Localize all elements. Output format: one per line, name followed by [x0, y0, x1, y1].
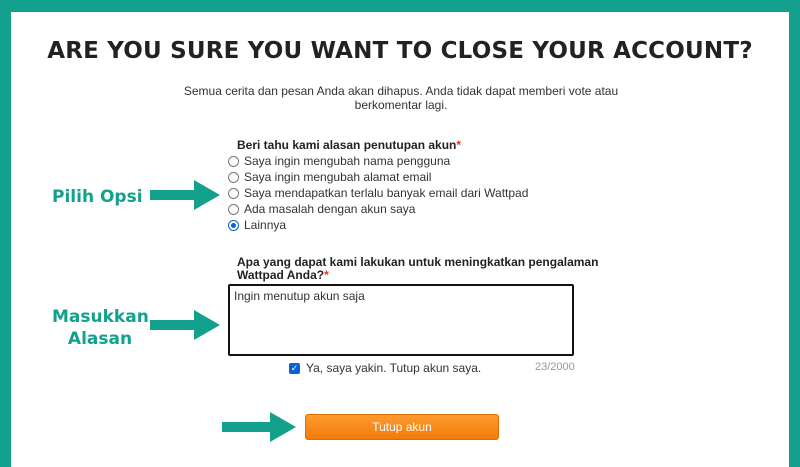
confirm-row[interactable] [289, 361, 481, 375]
reason-option-label: Saya ingin mengubah alamat email [244, 170, 432, 184]
radio-button-selected[interactable] [228, 220, 239, 231]
reason-option-username[interactable] [228, 153, 528, 169]
character-counter: 23/2000 [535, 361, 575, 373]
improve-label-text: Apa yang dapat kami lakukan untuk meningkatkan pengalaman Wattpad Anda? [237, 255, 599, 282]
reason-option-label: Saya ingin mengubah nama pengguna [244, 154, 451, 168]
confirm-checkbox[interactable]: ✓ [290, 362, 299, 373]
close-account-panel [11, 12, 789, 467]
reason-option-label: Lainnya [244, 218, 287, 232]
radio-button[interactable] [228, 204, 239, 215]
radio-button[interactable] [228, 156, 239, 167]
reason-option-account-problem[interactable] [228, 201, 528, 217]
arrow-right-icon [150, 180, 220, 210]
close-account-button[interactable]: Tutup akun [305, 414, 499, 440]
radio-button[interactable] [228, 172, 239, 183]
annotation-enter-reason-line2: Alasan [67, 329, 133, 349]
improve-label [237, 256, 607, 282]
arrow-right-icon [222, 412, 296, 442]
reason-options [228, 153, 528, 233]
reason-option-other[interactable] [228, 217, 528, 233]
improve-textarea[interactable]: Ingin menutup akun saja [228, 284, 574, 356]
page-title: ARE YOU SURE YOU WANT TO CLOSE YOUR ACCOUNT? [47, 38, 753, 64]
page-description: Semua cerita dan pesan Anda akan dihapus. Anda tidak dapat memberi vote atau berkomentar lagi. [183, 84, 619, 112]
reason-option-label: Ada masalah dengan akun saya [244, 202, 416, 216]
annotation-enter-reason-line1: Masukkan [52, 307, 149, 327]
confirm-label: Ya, saya yakin. Tutup akun saya. [306, 361, 482, 375]
annotation-pick-option: Pilih Opsi [52, 187, 143, 207]
reason-option-email[interactable] [228, 169, 528, 185]
reason-option-label: Saya mendapatkan terlalu banyak email dari Wattpad [244, 186, 529, 200]
arrow-right-icon [150, 310, 220, 340]
reason-label [237, 138, 461, 152]
radio-button[interactable] [228, 188, 239, 199]
annotation-enter-reason [52, 306, 148, 350]
reason-option-too-many-emails[interactable] [228, 185, 528, 201]
reason-label-text: Beri tahu kami alasan penutupan akun [237, 138, 457, 152]
required-mark: * [324, 268, 329, 282]
required-mark: * [456, 138, 462, 152]
